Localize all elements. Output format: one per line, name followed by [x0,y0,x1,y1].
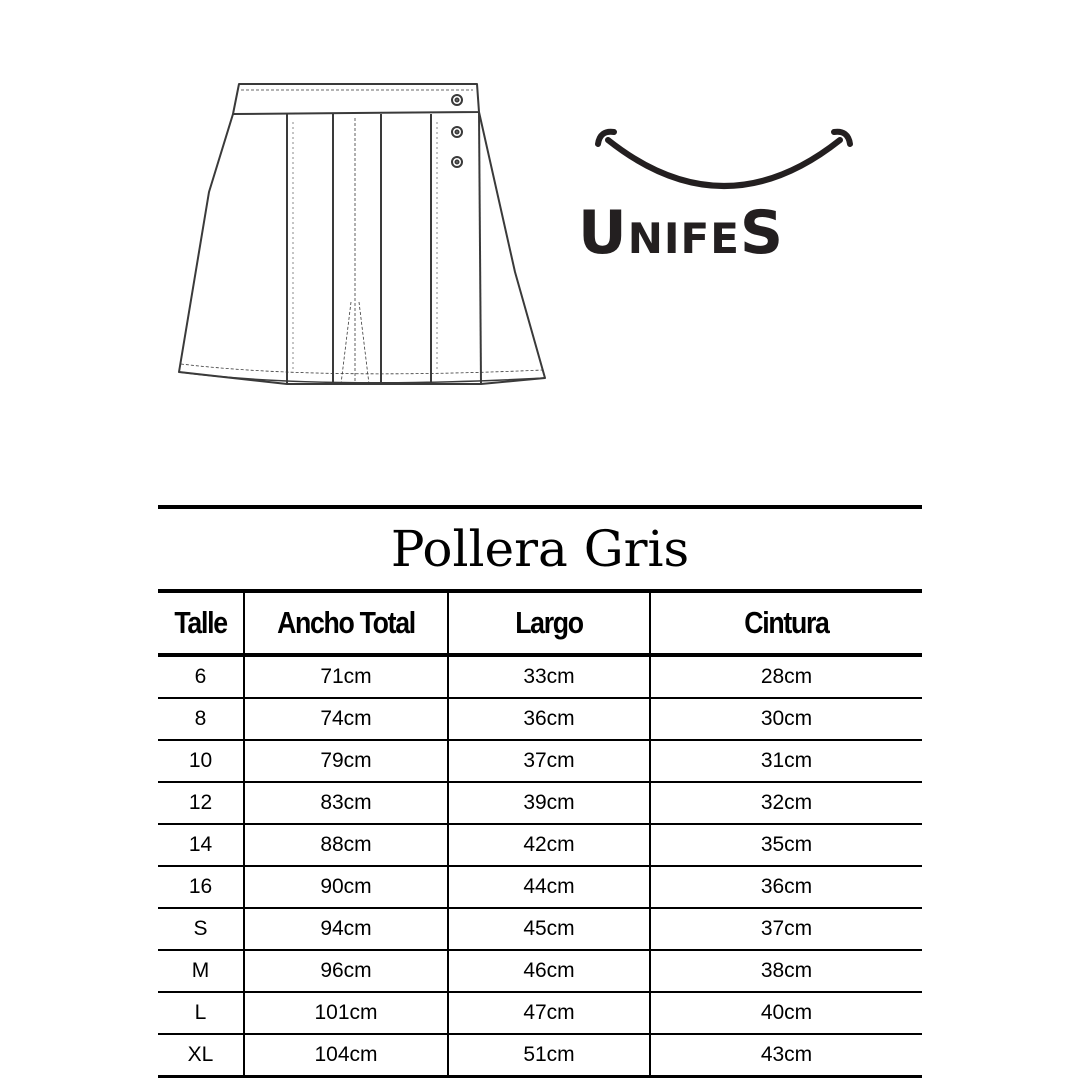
cell-ancho-total: 88cm [244,824,448,866]
table-row [158,655,922,698]
cell-ancho-total: 83cm [244,782,448,824]
table-row [158,992,922,1034]
table-row [158,740,922,782]
cell-talle: 12 [158,782,244,824]
header-talle: Talle [164,591,238,655]
cell-ancho-total: 101cm [244,992,448,1034]
cell-largo: 51cm [448,1034,650,1077]
table-row [158,824,922,866]
cell-talle: 6 [158,655,244,698]
cell-largo: 39cm [448,782,650,824]
table-row [158,908,922,950]
table-row [158,782,922,824]
cell-largo: 36cm [448,698,650,740]
cell-cintura: 36cm [650,866,922,908]
unifes-logo [578,122,878,282]
cell-ancho-total: 94cm [244,908,448,950]
cell-talle: M [158,950,244,992]
cell-ancho-total: 96cm [244,950,448,992]
cell-talle: 8 [158,698,244,740]
cell-ancho-total: 79cm [244,740,448,782]
cell-largo: 42cm [448,824,650,866]
cell-talle: S [158,908,244,950]
cell-cintura: 31cm [650,740,922,782]
cell-cintura: 40cm [650,992,922,1034]
cell-largo: 45cm [448,908,650,950]
cell-cintura: 30cm [650,698,922,740]
header-row [158,591,922,655]
size-chart-table [158,505,922,1078]
cell-ancho-total: 104cm [244,1034,448,1077]
cell-cintura: 28cm [650,655,922,698]
logo-text: UnifeS [578,198,785,268]
header-cintura: Cintura [669,591,903,655]
cell-cintura: 32cm [650,782,922,824]
table-row [158,698,922,740]
cell-largo: 47cm [448,992,650,1034]
cell-largo: 33cm [448,655,650,698]
cell-largo: 44cm [448,866,650,908]
cell-ancho-total: 74cm [244,698,448,740]
cell-cintura: 37cm [650,908,922,950]
cell-talle: L [158,992,244,1034]
cell-cintura: 43cm [650,1034,922,1077]
header-largo: Largo [462,591,636,655]
cell-talle: 10 [158,740,244,782]
cell-ancho-total: 71cm [244,655,448,698]
cell-talle: 16 [158,866,244,908]
table-title-row [158,507,922,591]
cell-ancho-total: 90cm [244,866,448,908]
skirt-icon [165,72,555,402]
table-title: Pollera Gris [158,507,922,591]
table-row [158,950,922,992]
table-row [158,866,922,908]
cell-talle: 14 [158,824,244,866]
cell-talle: XL [158,1034,244,1077]
header-ancho-total: Ancho Total [258,591,433,655]
cell-largo: 46cm [448,950,650,992]
table-row [158,1034,922,1077]
table-body [158,655,922,1077]
cell-largo: 37cm [448,740,650,782]
cell-cintura: 35cm [650,824,922,866]
cell-cintura: 38cm [650,950,922,992]
